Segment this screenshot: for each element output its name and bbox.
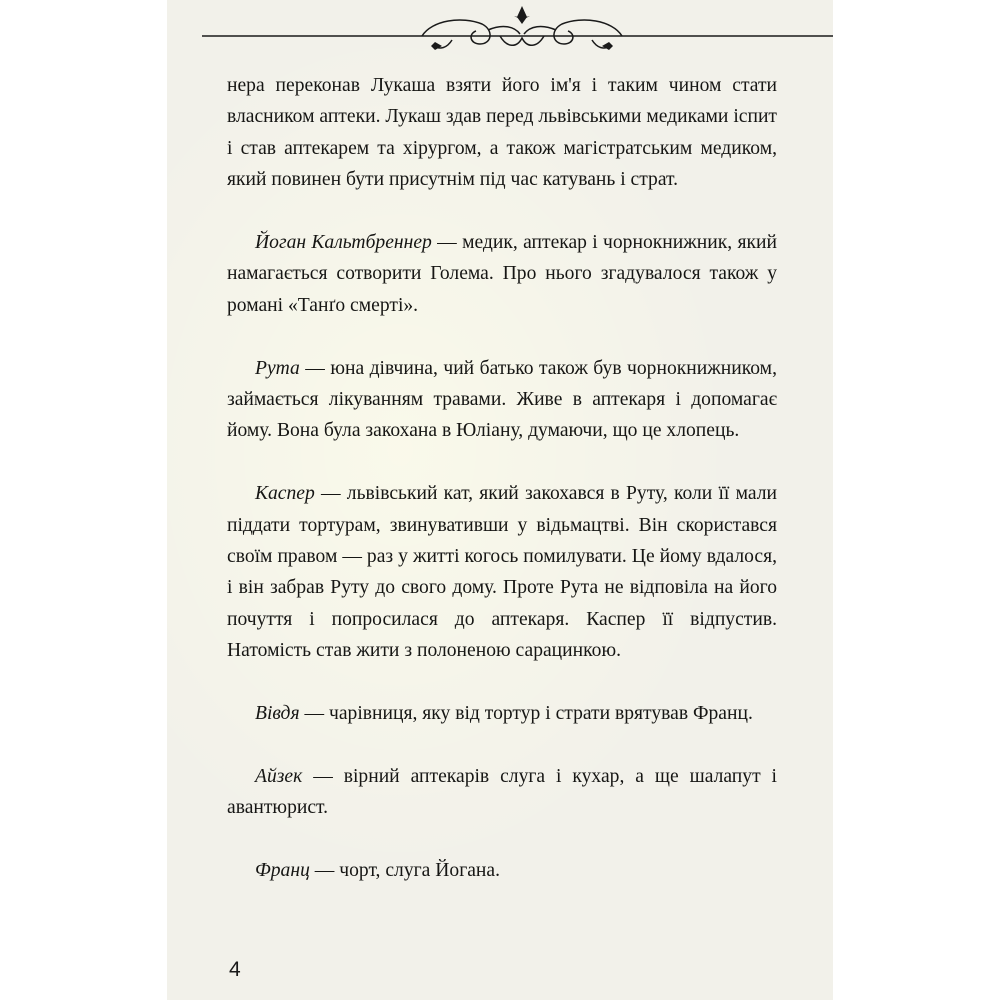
character-entry — [227, 227, 777, 321]
character-description: — вірний аптекарів слуга і кухар, а ще шалапут і авантюрист. — [227, 765, 777, 819]
ornament-divider — [202, 0, 833, 60]
character-name: Франц — [255, 860, 310, 882]
character-description: — чорт, слуга Йогана. — [309, 860, 501, 882]
page-body — [227, 70, 777, 918]
paragraph-text: нера переконав Лукаша взяти його ім'я і таким чином стати власником аптеки. Лукаш здав перед львівськими медиками іспит і став аптекарем та хірургом, а також магістратським медиком, який повинен бути присутнім під час катувань і страт. — [227, 75, 777, 191]
character-name: Айзек — [255, 765, 303, 787]
character-entry — [227, 761, 777, 824]
character-entry — [227, 855, 777, 886]
character-name: Рута — [255, 357, 300, 379]
character-description: — юна дівчина, чий батько також був чорнокнижником, займається лікуванням травами. Живе в аптекаря і допомагає йому. Вона була закохана в Юліану, думаючи, що це хлопець. — [227, 357, 777, 442]
character-entry — [227, 478, 777, 666]
character-name: Вівдя — [255, 703, 300, 725]
character-entry — [227, 353, 777, 447]
character-name: Йоган Кальтбреннер — [255, 232, 432, 254]
character-entry — [227, 698, 777, 729]
paragraph-continuation — [227, 70, 777, 196]
page-number: 4 — [229, 958, 241, 981]
character-name: Каспер — [255, 483, 315, 505]
book-page — [167, 0, 833, 1000]
character-description: — львівський кат, який закохався в Руту, коли її мали піддати тортурам, звинувативши у відьмацтві. Він скористався своїм правом — раз у житті когось помилувати. Це йому вдалося, і він забрав Руту до свого дому. Проте Рута не відповіла на його почуття і попросилася до аптекаря. Каспер її відпустив. Натомість став жити з полоненою сарацинкою. — [227, 483, 777, 662]
character-description: — медик, аптекар і чорнокнижник, який намагається сотворити Голема. Про нього згадувалося також у романі «Танґо смерті». — [227, 232, 777, 316]
character-description: — чарівниця, яку від тортур і страти врятував Франц. — [299, 703, 753, 725]
